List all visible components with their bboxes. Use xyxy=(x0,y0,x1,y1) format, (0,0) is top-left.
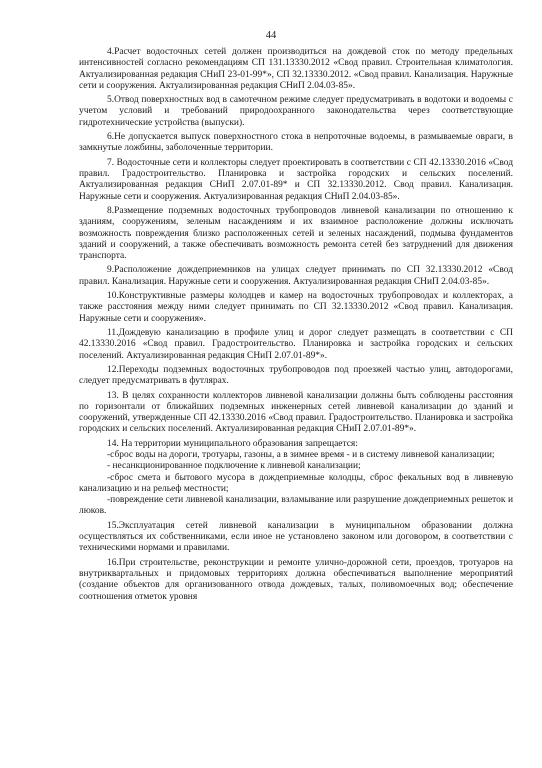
prohibition-list-item: -сброс воды на дороги, тротуары, газоны, а в зимнее время - и в систему ливневой канализации; xyxy=(107,450,495,461)
paragraph-15: 15.Эксплуатация сетей ливневой канализации в муниципальном образовании должна осуществляться их собственниками, если иное не установлено законом или договором, в соответствии с техническими нормами и правилами. xyxy=(79,520,513,554)
document-body xyxy=(79,47,513,606)
paragraph-12: 12.Переходы подземных водосточных трубопроводов под проезжей частью улиц, автодорогами, следует предусматривать в футлярах. xyxy=(79,365,513,387)
paragraph-7: 7. Водосточные сети и коллекторы следует проектировать в соответствии с СП 42.13330.2016 «Свод правил. Градостроительство. Планировка и застройка городских и сельских поселений. Актуализированная редакция СНиП 2.07.01-89* и СП 32.13330.2012. Свод правил. Канализация. Наружные сети и сооружения. Актуализированная редакция СНиП 2.04.03-85». xyxy=(79,157,513,202)
paragraph-5: 5.Отвод поверхностных вод в самотечном режиме следует предусматривать в водотоки и водоемы с учетом условий и требований природоохранного законодательства через соответствующие гидротехнические устройства (выпуски). xyxy=(79,95,513,128)
paragraph-10: 10.Конструктивные размеры колодцев и камер на водосточных трубопроводах и коллекторах, а также расстояния между ними следует принимать по СП 32.13330.2012 «Свод правил. Канализация. Наружные сети и сооружения». xyxy=(79,291,513,324)
page-number: 44 xyxy=(265,30,277,41)
paragraph-6: 6.Не допускается выпуск поверхностного стока в непроточные водоемы, в размываемые овраги, в замкнутые ложбины, заболоченные территории. xyxy=(79,132,513,154)
paragraph-11: 11.Дождевую канализацию в профиле улиц и дорог следует размещать в соответствии с СП 42.13330.2016 «Свод правил. Градостроительство. Планировка и застройка городских и сельских поселений. Актуализированная редакция СНиП 2.07.01-89*». xyxy=(79,328,513,361)
paragraph-13: 13. В целях сохранности коллекторов ливневой канализации должны быть соблюдены расстояния по горизонтали от ближайших подземных инженерных сетей ливневой канализации до зданий и сооружений, утвержденные СП 42.13330.2016 «Свод правил. Градостроительство. Планировка и застройка городских и сельских поселений. Актуализированная редакция СНиП 2.07.01-89*». xyxy=(79,390,513,435)
prohibition-list-item: -повреждение сети ливневой канализации, взламывание или разрушение дождеприемных решеток и люков. xyxy=(79,495,513,517)
paragraph-8: 8.Размещение подземных водосточных трубопроводов ливневой канализации по отношению к зданиям, сооружениям, зеленым насаждениям и их взаимное расположение должны исключать возможность повреждения близко расположенных сетей и зеленых насаждений, подмыва фундаментов зданий и сооружений, а также обеспечивать возможность ремонта сетей без затруднений для движения транспорта. xyxy=(79,206,513,261)
prohibition-list-item: - несанкционированное подключение к ливневой канализации; xyxy=(107,461,361,472)
prohibition-list-item: -сброс смета и бытового мусора в дождеприемные колодцы, сброс фекальных вод в ливневую канализацию и на рельеф местности; xyxy=(79,472,513,494)
paragraph-9: 9.Расположение дождеприемников на улицах следует принимать по СП 32.13330.2012 «Свод правил. Канализация. Наружные сети и сооружения. Актуализированная редакция СНиП 2.04.03-85». xyxy=(79,265,513,287)
paragraph-16: 16.При строительстве, реконструкции и ремонте улично-дорожной сети, проездов, тротуаров на внутриквартальных и придомовых территориях должна обеспечиваться выполнение мероприятий (создание объектов для организованного отвода дождевых, талых, поливомоечных вод; обеспечение соотношения отметок уровня xyxy=(79,557,513,602)
paragraph-14: 14. На территории муниципального образования запрещается: xyxy=(107,438,358,449)
paragraph-4: 4.Расчет водосточных сетей должен производиться на дождевой сток по методу предельных интенсивностей согласно рекомендациям СП 131.13330.2012 «Свод правил. Строительная климатология. Актуализированная редакция СНиП 23-01-99*», СП 32.13330.2012. «Свод правил. Канализация. Наружные сети и сооружения. Актуализированная редакция СНиП 2.04.03-85». xyxy=(79,47,513,91)
